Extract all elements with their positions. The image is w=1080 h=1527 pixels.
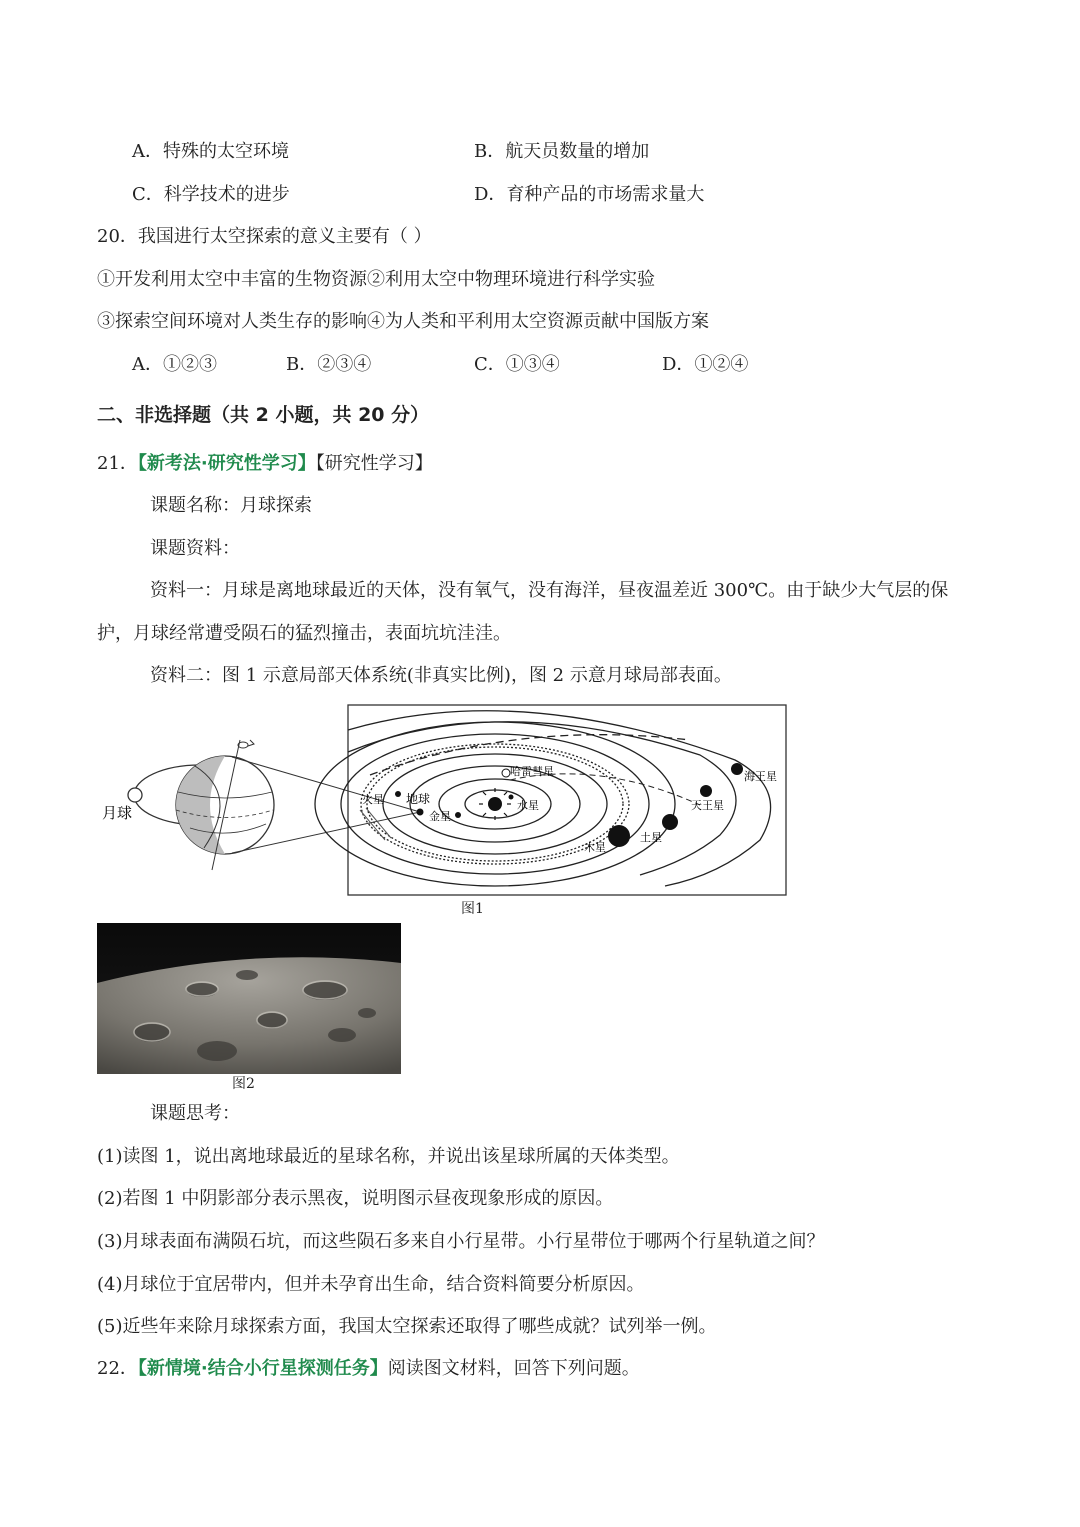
q21-material-label: 课题资料： — [150, 538, 240, 559]
q20-stem: 20．我国进行太空探索的意义主要有（ ） — [97, 226, 432, 247]
earth-dot — [417, 809, 424, 816]
figure2-caption: 图2 — [232, 1076, 255, 1092]
q21-question-5: (5)近些年来除月球探索方面，我国太空探索还取得了哪些成就？试列举一例。 — [97, 1316, 717, 1337]
sun-icon — [479, 788, 511, 820]
moon-body — [128, 788, 142, 802]
q20-item2: ③探索空间环境对人类生存的影响④为人类和平利用太空资源贡献中国版方案 — [97, 311, 709, 332]
q21-thinking-label: 课题思考： — [150, 1103, 240, 1124]
label-neptune: 海王星 — [744, 770, 777, 783]
q20-option-d: D．①②④ — [662, 354, 749, 375]
q21-number: 21． — [97, 453, 138, 474]
q21-subtitle: 【研究性学习】 — [315, 453, 433, 474]
q19-option-d: D．育种产品的市场需求量大 — [474, 184, 705, 205]
q19-option-a: A．特殊的太空环境 — [132, 141, 289, 162]
label-mercury: 水星 — [517, 799, 539, 812]
q20-item1: ①开发利用太空中丰富的生物资源②利用太空中物理环境进行科学实验 — [97, 269, 655, 290]
q21-question-2: (2)若图 1 中阴影部分表示黑夜，说明图示昼夜现象形成的原因。 — [97, 1188, 614, 1209]
q20-option-b: B．②③④ — [286, 354, 372, 375]
q19-option-c: C．科学技术的进步 — [132, 184, 290, 205]
q21-tag: 【新考法·研究性学习】 — [137, 453, 316, 474]
halley-comet-dot — [502, 769, 510, 777]
q22-number: 22． — [97, 1358, 138, 1379]
q22-heading — [97, 1357, 640, 1381]
q22-tag: 【新情境·结合小行星探测任务】 — [137, 1358, 388, 1379]
q21-question-1: (1)读图 1，说出离地球最近的星球名称，并说出该星球所属的天体类型。 — [97, 1146, 680, 1167]
uranus-dot — [700, 785, 712, 797]
label-halley: 哈雷彗星 — [510, 765, 554, 778]
q21-topic-name: 课题名称：月球探索 — [150, 495, 312, 516]
figure2-moon-surface — [97, 923, 401, 1074]
venus-dot — [455, 812, 461, 818]
q21-question-3: (3)月球表面布满陨石坑，而这些陨石多来自小行星带。小行星带位于哪两个行星轨道之间？ — [97, 1231, 825, 1252]
q21-heading — [97, 452, 433, 476]
jupiter-dot — [608, 825, 630, 847]
label-saturn: 土星 — [640, 831, 662, 844]
label-mars: 火星 — [362, 793, 384, 806]
figure1-diagram — [0, 700, 1080, 930]
label-earth: 地球 — [406, 792, 431, 806]
section-title: 二、非选择题（共 2 小题，共 20 分） — [97, 404, 430, 426]
asteroid-belt-marker — [360, 810, 385, 840]
label-uranus: 天王星 — [691, 799, 724, 812]
q20-option-a: A．①②③ — [132, 354, 217, 375]
label-venus: 金星 — [429, 810, 451, 823]
q20-option-c: C．①③④ — [474, 354, 560, 375]
q21-material1-line1: 资料一：月球是离地球最近的天体，没有氧气，没有海洋，昼夜温差近 300℃。由于缺少大气层的保 — [150, 580, 949, 601]
label-jupiter: 木星 — [584, 841, 606, 854]
q21-material1-line2: 护，月球经常遭受陨石的猛烈撞击，表面坑坑洼洼。 — [97, 623, 511, 644]
mars-dot — [395, 791, 401, 797]
q22-text: 阅读图文材料，回答下列问题。 — [387, 1358, 640, 1379]
saturn-dot — [662, 814, 678, 830]
earth-globe — [176, 740, 274, 870]
q21-question-4: (4)月球位于宜居带内，但并未孕育出生命，结合资料简要分析原因。 — [97, 1274, 645, 1295]
figure1-caption: 图1 — [461, 901, 484, 917]
q21-material2: 资料二：图 1 示意局部天体系统(非真实比例)，图 2 示意月球局部表面。 — [150, 665, 732, 686]
mercury-dot — [509, 795, 514, 800]
label-moon: 月球 — [102, 804, 133, 822]
q19-option-b: B．航天员数量的增加 — [474, 141, 650, 162]
neptune-dot — [731, 763, 743, 775]
